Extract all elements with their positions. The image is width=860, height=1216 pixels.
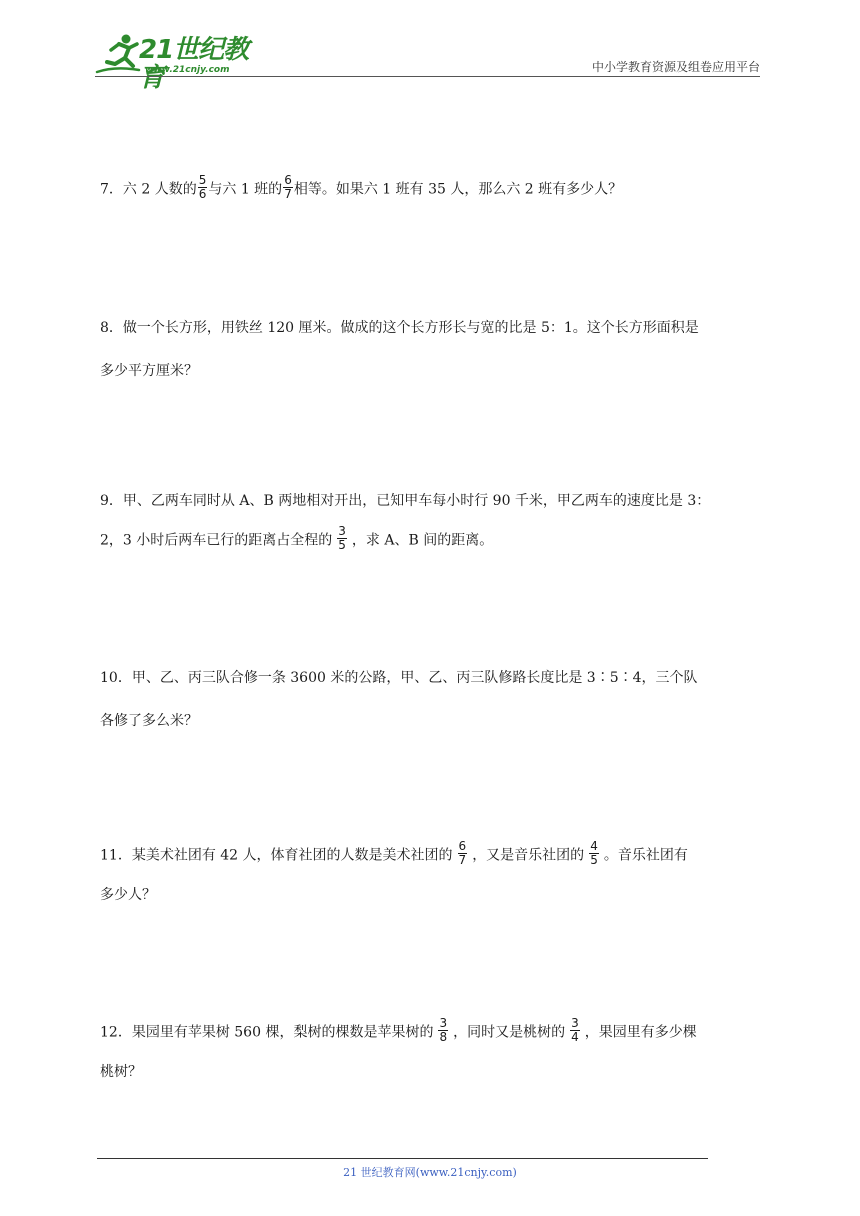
fraction: $\frac{6}{7}$: [284, 173, 292, 201]
question-12: 12．果园里有苹果树 560 棵，梨树的棵数是苹果树的 $\frac{3}{8}$ ，同时又是桃树的 $\frac{3}{4}$ ，果园里有多少棵 桃树？: [100, 1016, 697, 1080]
fraction: $\frac{5}{6}$: [198, 173, 207, 201]
question-number: 11．: [100, 847, 132, 864]
question-9: 9．甲、乙两车同时从 A、B 两地相对开出，已知甲车每小时行 90 千米，甲乙两车的速度比是 3： 2，3 小时后两车已行的距离占全程的 $\frac{3}{5}$ ，求 A、B 间的距离。: [100, 493, 711, 552]
platform-title: 中小学教育资源及组卷应用平台: [591, 60, 760, 74]
question-number: 9．: [100, 493, 123, 509]
question-10: 10．甲、乙、丙三队合修一条 3600 米的公路，甲、乙、丙三队修路长度比是 3∶5∶4，三个队 各修了多么米？: [100, 670, 698, 729]
question-7: 7．六 2 人数的 $\frac{5}{6}$ 与六 1 班的 $\frac{6}{7}$ 相等。如果六 1 班有 35 人，那么六 2 班有多少人？: [100, 173, 623, 201]
fraction: $\frac{4}{5}$: [590, 839, 598, 867]
fraction: $\frac{3}{5}$: [338, 524, 346, 552]
question-number: 8．: [100, 320, 123, 336]
fraction: $\frac{3}{4}$: [571, 1016, 579, 1044]
question-11: 11．某美术社团有 42 人，体育社团的人数是美术社团的 $\frac{6}{7}$ ，又是音乐社团的 $\frac{4}{5}$ 。音乐社团有 多少人？: [100, 839, 688, 903]
fraction: $\frac{3}{8}$: [439, 1016, 448, 1044]
footer-link[interactable]: 21 世纪教育网(www.21cnjy.com): [343, 1166, 517, 1179]
page-header: [95, 30, 760, 93]
header-divider: [95, 76, 760, 77]
question-number: 12．: [100, 1024, 132, 1041]
question-number: 7．: [100, 181, 123, 198]
fraction: $\frac{6}{7}$: [458, 839, 467, 867]
site-logo: [95, 32, 255, 93]
runner-logo-icon: [95, 32, 141, 76]
footer-divider: [97, 1158, 708, 1159]
question-8: 8．做一个长方形，用铁丝 120 厘米。做成的这个长方形长与宽的比是 5：1。这个长方形面积是 多少平方厘米？: [100, 320, 699, 379]
question-number: 10．: [100, 670, 132, 686]
logo-url: www.21cnjy.com: [145, 65, 230, 75]
logo-wordmark: 21世纪教育: [139, 35, 249, 93]
